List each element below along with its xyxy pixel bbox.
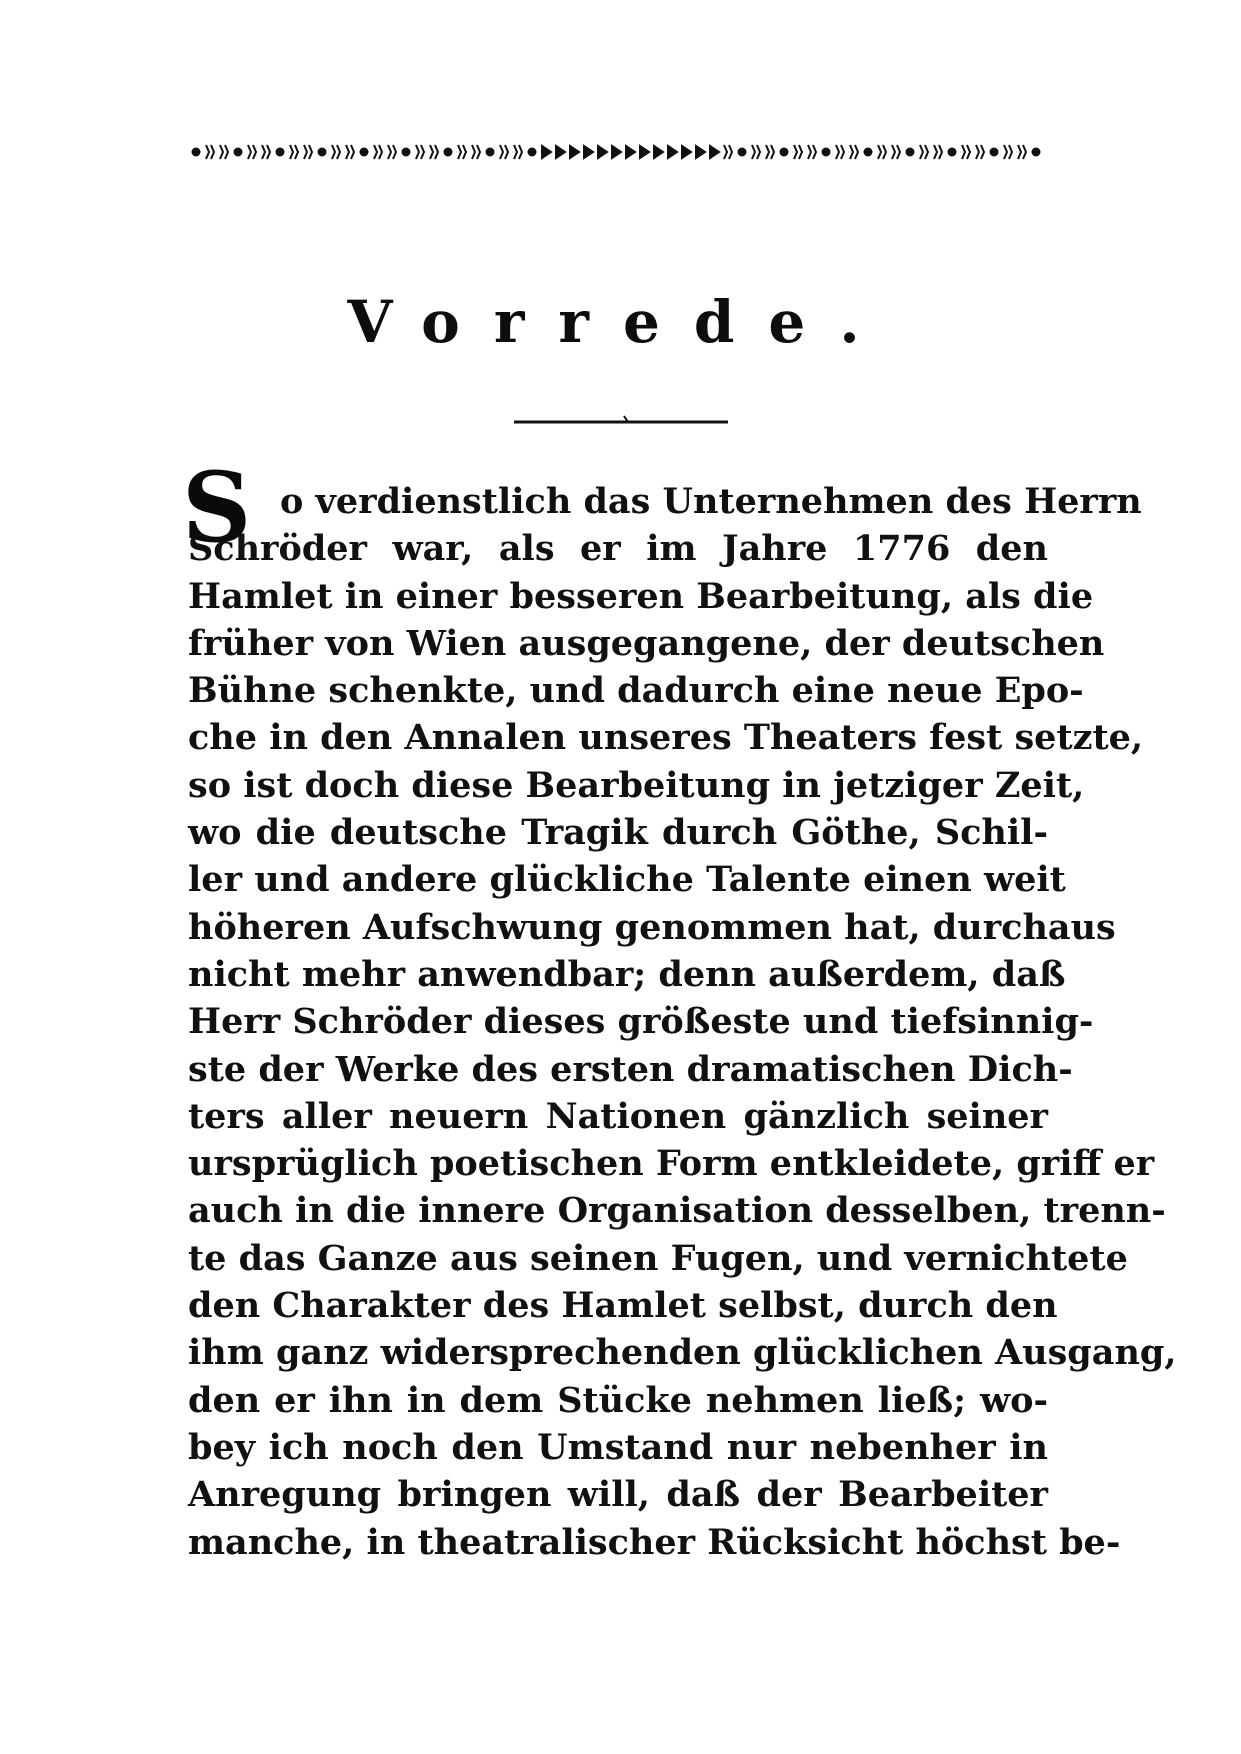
body-text (182, 451, 1177, 1566)
ornament-glyph (724, 145, 732, 159)
ornament-glyph (458, 145, 466, 159)
ornament-glyph (1018, 145, 1026, 159)
ornament-glyph (388, 145, 396, 159)
ornament-glyph (570, 146, 579, 158)
ornament-glyph (500, 145, 508, 159)
text-line-content: o verdienstlich das Unternehmen des Herrn (280, 481, 1142, 522)
ornament-glyph (668, 146, 677, 158)
ornamental-border-rule (188, 140, 1048, 164)
text-line: so ist doch diese Bearbeitung in jetziger Zeit, (188, 764, 1085, 806)
ornament-glyph (976, 145, 984, 159)
ornament-glyph (346, 145, 354, 159)
ornament-glyph (850, 145, 858, 159)
ornament-glyph (766, 145, 774, 159)
drop-cap: S (182, 451, 252, 564)
ornament-glyph (416, 145, 424, 159)
ornament-glyph (319, 149, 326, 156)
ornament-glyph (598, 146, 607, 158)
ornament-glyph (934, 145, 942, 159)
ornament-glyph (556, 146, 565, 158)
text-line: den Charakter des Hamlet selbst, durch den (188, 1285, 1058, 1327)
ornament-glyph (794, 145, 802, 159)
ornament-glyph (612, 146, 621, 158)
text-line: bey ich noch den Umstand nur nebenher in (188, 1426, 1048, 1468)
ornament-glyph (445, 149, 452, 156)
ornament-glyph (542, 146, 551, 158)
ornament-glyph (472, 145, 480, 159)
ornament-glyph (374, 145, 382, 159)
ornament-glyph (361, 149, 368, 156)
ornament-glyph (584, 146, 593, 158)
ornament-glyph (865, 149, 872, 156)
text-line: ler und andere glückliche Talente einen weit (188, 859, 1066, 901)
text-line: früher von Wien ausgegangene, der deutschen (188, 622, 1105, 664)
ornament-glyph (514, 145, 522, 159)
ornament-glyph (277, 149, 284, 156)
ornament-glyph (892, 145, 900, 159)
text-line: che in den Annalen unseres Theaters fest setzte, (188, 717, 1144, 759)
ornament-glyph (823, 149, 830, 156)
text-line: Herr Schröder dieses größeste und tiefsinnig- (188, 1001, 1094, 1043)
ornament-glyph (235, 149, 242, 156)
ornament-glyph (206, 145, 214, 159)
ornament-glyph (220, 145, 228, 159)
ornament-glyph (487, 149, 494, 156)
ornament-glyph (248, 145, 256, 159)
text-line: den er ihn in dem Stücke nehmen ließ; wo- (188, 1379, 1048, 1421)
ornament-glyph (739, 149, 746, 156)
ornament-glyph (640, 146, 649, 158)
ornament-glyph (836, 145, 844, 159)
text-line: ste der Werke des ersten dramatischen Dich- (188, 1048, 1073, 1090)
ornament-glyph (403, 149, 410, 156)
text-line: te das Ganze aus seinen Fugen, und vernichtete (188, 1237, 1128, 1279)
page-title: Vorrede. (347, 288, 894, 356)
ornament-glyph (626, 146, 635, 158)
ornament-glyph (907, 149, 914, 156)
ornament-glyph (752, 145, 760, 159)
ornament-glyph (682, 146, 691, 158)
text-line: Schröder war, als er im Jahre 1776 den (188, 528, 1048, 570)
ornament-glyph (290, 145, 298, 159)
ornament-glyph (949, 149, 956, 156)
ornament-glyph (696, 146, 705, 158)
ornament-glyph (991, 149, 998, 156)
text-line: höheren Aufschwung genommen hat, durchaus (188, 906, 1116, 948)
ornament-glyph (781, 149, 788, 156)
title-divider (514, 412, 728, 424)
text-line: manche, in theatralischer Rücksicht höchst be- (188, 1521, 1121, 1563)
text-line: ters aller neuern Nationen gänzlich seiner (188, 1095, 1048, 1137)
text-line: ursprüglich poetischen Form entkleidete, griff er (188, 1143, 1155, 1185)
text-line: Bühne schenkte, und dadurch eine neue Epo- (188, 670, 1084, 712)
ornament-glyph (430, 145, 438, 159)
ornament-glyph (262, 145, 270, 159)
ornament-glyph (962, 145, 970, 159)
text-line: nicht mehr anwendbar; denn außerdem, daß (188, 953, 1066, 995)
ornament-glyph (1004, 145, 1012, 159)
text-line: auch in die innere Organisation desselben, trenn- (188, 1190, 1166, 1232)
ornament-glyph (332, 145, 340, 159)
ornament-glyph (710, 146, 719, 158)
ornament-glyph (808, 145, 816, 159)
text-line: wo die deutsche Tragik durch Göthe, Schil- (188, 812, 1048, 854)
ornament-glyph (1033, 149, 1040, 156)
text-line: ihm ganz widersprechenden glücklichen Ausgang, (188, 1332, 1177, 1374)
ornament-glyph (878, 145, 886, 159)
ornament-glyph (193, 149, 200, 156)
ornament-glyph (654, 146, 663, 158)
ornament-glyph (920, 145, 928, 159)
text-line: Anregung bringen will, daß der Bearbeiter (188, 1474, 1048, 1516)
ornament-glyph (529, 149, 536, 156)
ornament-glyph (304, 145, 312, 159)
text-line: Hamlet in einer besseren Bearbeitung, als die (188, 575, 1094, 617)
